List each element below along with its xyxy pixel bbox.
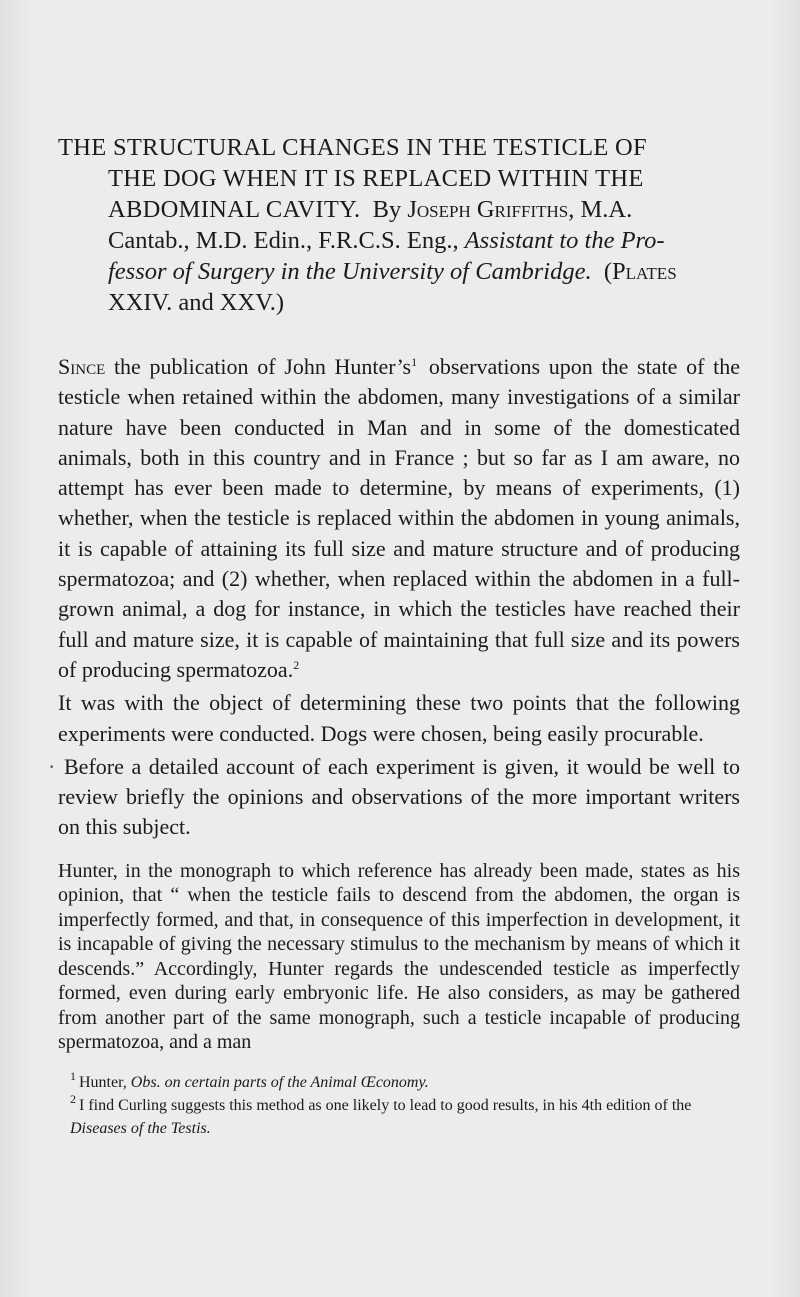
author-degree: , M.A.: [568, 196, 633, 223]
footnote-title: Obs. on certain parts of the Animal Œconomy.: [130, 1073, 429, 1091]
plates-numbers: XXIV. and XXV.): [108, 289, 285, 316]
stray-mark: ·: [48, 753, 56, 779]
footnote-ref[interactable]: 2: [293, 657, 300, 672]
title-line: THE STRUCTURAL CHANGES IN THE TESTICLE OF: [58, 134, 647, 161]
footnote-title: Diseases of the Testis.: [70, 1119, 211, 1137]
title-by: By: [372, 196, 402, 223]
article: [48, 132, 740, 1140]
footnote: [58, 1094, 740, 1140]
footnote-number: 1: [70, 1069, 76, 1084]
footnotes: [58, 1071, 740, 1140]
footnote: [58, 1071, 740, 1094]
paragraph: [58, 352, 740, 685]
author-position: Assistant to the Pro-: [464, 227, 665, 254]
footnote-number: 2: [70, 1092, 76, 1107]
footnote-text: Hunter,: [79, 1073, 131, 1091]
paragraph: [48, 752, 740, 843]
paragraph-text: It was with the object of determining these two points that the following experiments were conducted. Dogs were chosen, being easily procurable.: [58, 690, 740, 746]
paragraph-text: Before a detailed account of each experiment is given, it would be well to review briefly the opinions and observations of the more important writers on this subject.: [58, 753, 740, 840]
paragraph-text: Hunter, in the monograph to which reference has already been made, states as his opinion, that “ when the testicle fails to descend from the abdomen, the organ is imperfectly formed, and that, in consequence of this imperfection in development, it is incapable of giving the necessary stimulus to the mechanism by means of which it descends.” Accordingly, Hunter regards the undescended testicle as imperfectly formed, even during early embryonic life. He also considers, as may be gathered from another part of the same monograph, such a testicle incapable of producing spermatozoa, and a man: [58, 859, 740, 1054]
plates-ref: (Plates: [603, 258, 677, 285]
article-body-small: [58, 859, 740, 1055]
author-degrees: Cantab., M.D. Edin., F.R.C.S. Eng.,: [108, 227, 465, 254]
title-line: THE DOG WHEN IT IS REPLACED WITHIN THE: [108, 165, 644, 192]
footnote-text: I find Curling suggests this method as one likely to lead to good results, in his 4th edition of the: [79, 1096, 692, 1114]
footnote-ref[interactable]: 1: [411, 354, 418, 369]
lead-word: Since: [58, 354, 106, 379]
paragraph-text: observations upon the state of the testicle when retained within the abdomen, many investigations of a similar nature have been conducted in Man and in some of the domesticated animals, both in this country and in France ; but so far as I am aware, no attempt has ever been made to determine, by means of experiments, (1) whether, when the testicle is replaced within the abdomen in young animals, it is capable of attaining its full size and mature structure and of producing spermatozoa; and (2) whether, when replaced within the abdomen in a full-grown animal, a dog for instance, in which the testicles have reached their full and mature size, it is capable of maintaining that full size and its powers of producing spermatozoa.: [58, 354, 740, 682]
paragraph-text: the publication of John Hunter’s: [105, 354, 412, 379]
paragraph: [58, 859, 740, 1055]
article-title: [58, 132, 740, 318]
paragraph: [58, 688, 740, 749]
article-body: [48, 352, 740, 843]
author-position-cont: fessor of Surgery in the University of Cambridge.: [108, 258, 592, 285]
author-name: Joseph Griffiths: [407, 196, 569, 223]
title-line: ABDOMINAL CAVITY.: [108, 196, 361, 223]
